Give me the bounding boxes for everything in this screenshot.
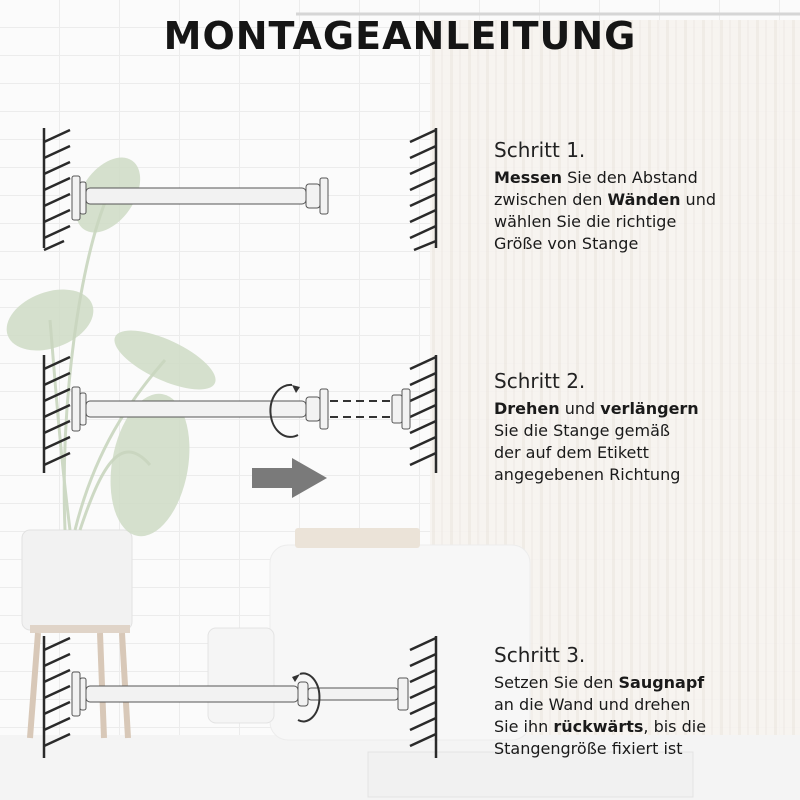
text-segment: Sie den Abstand [562,168,698,187]
right-wall [410,636,436,758]
step-line [494,694,794,716]
text-segment: Stangengröße fixiert ist [494,739,683,758]
tension-rod [72,387,328,431]
right-wall [410,128,436,250]
step-line [494,398,794,420]
text-segment: Setzen Sie den [494,673,619,692]
extension-dashed [330,401,392,417]
text-segment: angegebenen Richtung [494,465,681,484]
text-segment: , bis die [643,717,707,736]
step-line [494,211,794,233]
text-segment: der auf dem Etikett [494,443,649,462]
step-line [494,420,794,442]
text-segment: und [680,190,716,209]
left-wall [44,355,70,473]
step-3-text [494,642,794,760]
tension-rod [72,672,408,716]
bold-keyword: Messen [494,168,563,187]
step-line [494,464,794,486]
text-segment: wählen Sie die richtige [494,212,677,231]
step-line [494,167,794,189]
page-title: MONTAGEANLEITUNG [163,14,637,58]
bold-keyword: Saugnapf [618,673,705,692]
step-2-diagram [30,345,450,485]
text-segment: und [559,399,601,418]
text-segment: Sie ihn [494,717,554,736]
step-line [494,672,794,694]
bold-keyword: Drehen [494,399,560,418]
step-3-body [494,672,794,760]
bold-keyword: rückwärts [553,717,644,736]
step-2-text [494,368,794,486]
bold-keyword: Wänden [607,190,681,209]
step-1-body [494,167,794,255]
step-line [494,442,794,464]
plant-pot [22,530,132,630]
text-segment: an die Wand und drehen [494,695,691,714]
step-3-heading: Schritt 3. [494,643,586,667]
text-segment: Größe von Stange [494,234,639,253]
step-line [494,189,794,211]
step-1-diagram [30,120,450,260]
left-wall [44,128,70,250]
step-2-heading: Schritt 2. [494,369,586,393]
step-2-body [494,398,794,486]
left-wall [44,636,70,758]
direction-arrow-icon [252,458,332,498]
text-segment: zwischen den [494,190,608,209]
bold-keyword: verlängern [600,399,699,418]
right-wall [410,355,436,473]
step-line [494,233,794,255]
tension-rod [72,176,328,220]
step-line [494,716,794,738]
step-1-heading: Schritt 1. [494,138,586,162]
step-line [494,738,794,760]
text-segment: Sie die Stange gemäß [494,421,670,440]
step-3-diagram [30,630,450,770]
step-1-text [494,137,794,255]
